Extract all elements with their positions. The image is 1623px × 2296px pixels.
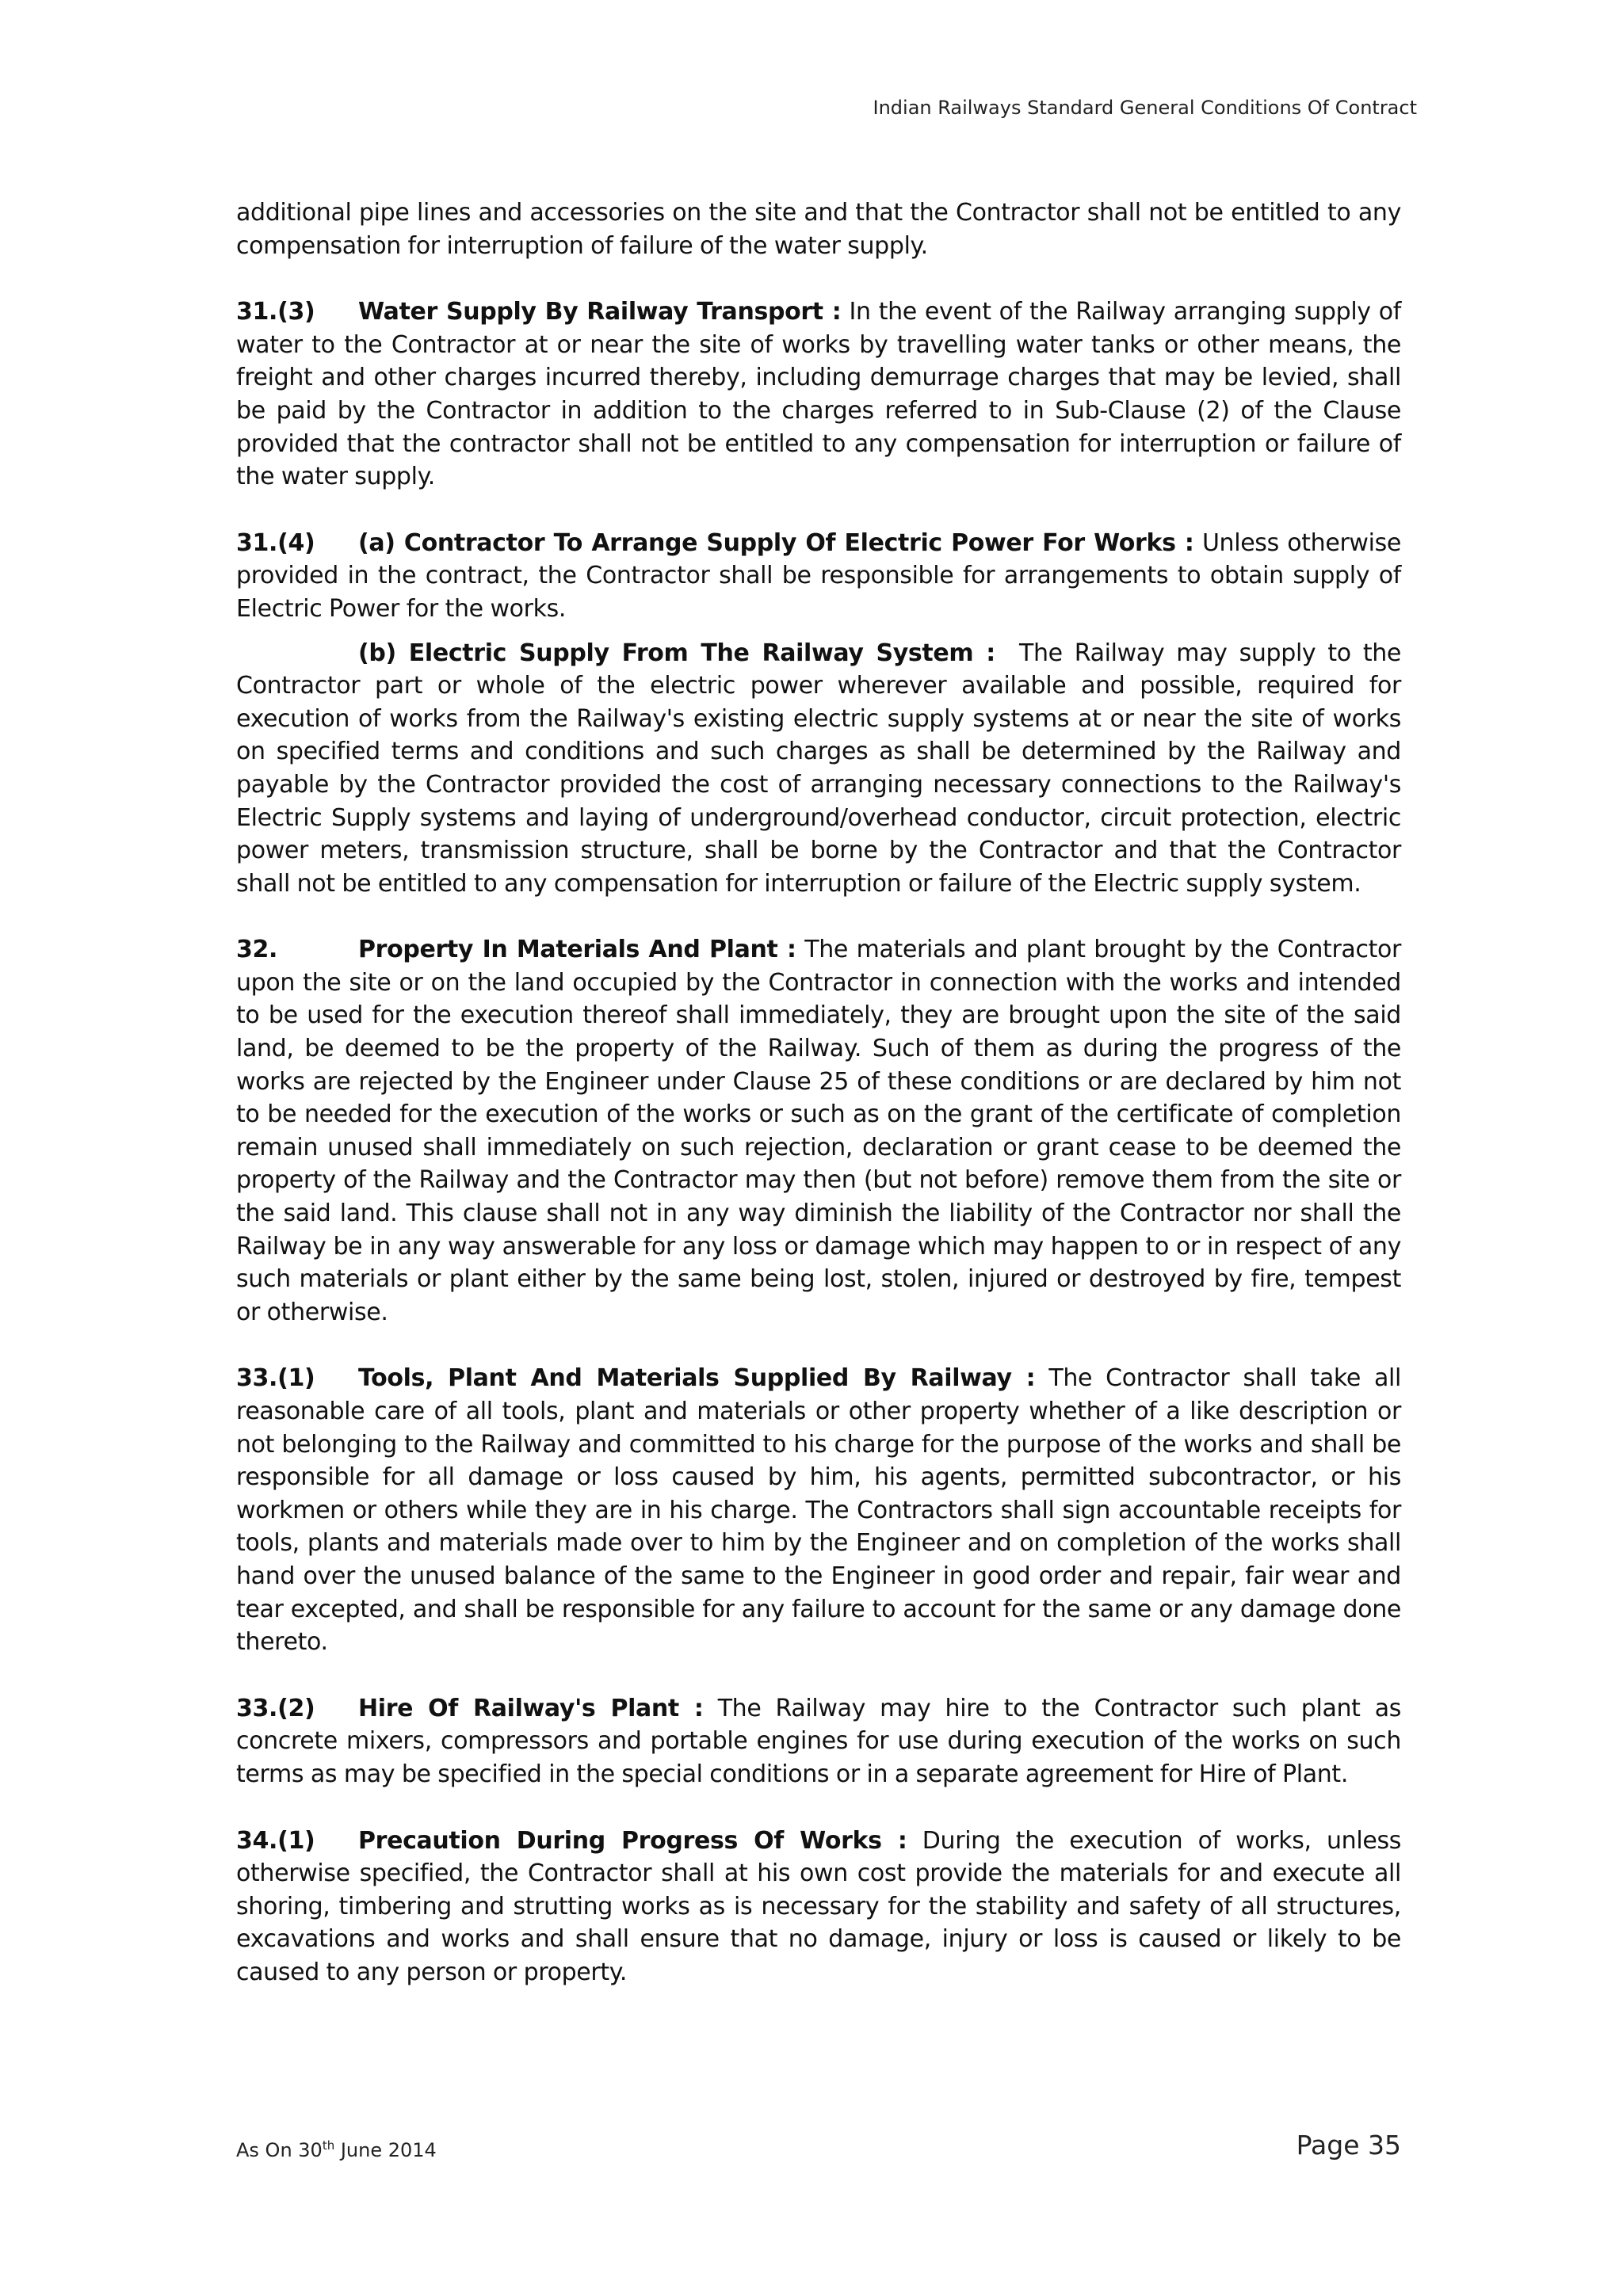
clause-text: Unless otherwise provided in the contract, the Contractor shall be responsible for arrangements to obtain supply of Electric Power for the works.: [236, 528, 1401, 623]
clause-31-4-b: [236, 637, 1401, 901]
clause-33-2: [236, 1692, 1401, 1791]
footer-date-prefix: As On 30: [236, 2139, 323, 2161]
clause-text: During the execution of works, unless otherwise specified, the Contractor shall at his own cost provide the materials for and execute all shoring, timbering and strutting works as is necessary for the stability and safety of all structures, excavations and works and shall ensure that no damage, injury or loss is caused or likely to be caused to any person or property.: [236, 1826, 1401, 1986]
clause-number: 34.(1): [236, 1826, 315, 1855]
clause-title: Tools, Plant And Materials Supplied By Railway :: [358, 1364, 1036, 1393]
clause-text: The Contractor shall take all reasonable care of all tools, plant and materials or other property whether of a like description or not belonging to the Railway and committed to his charge for the purpose of the works and shall be responsible for all damage or loss caused by him, his agents, permitted subcontractor, or his workmen or others while they are in his charge. The Contractors shall sign accountable receipts for tools, plants and materials made over to him by the Engineer and on completion of the works shall hand over the unused balance of the same to the Engineer in good order and repair, fair wear and tear excepted, and shall be responsible for any failure to account for the same or any damage done thereto.: [236, 1364, 1401, 1657]
clause-text: The materials and plant brought by the Contractor upon the site or on the land occupied by the Contractor in connection with the works and intended to be used for the execution thereof shall immediately, they are brought upon the site of the said land, be deemed to be the property of the Railway. Such of them as during the progress of the works are rejected by the Engineer under Clause 25 of these conditions or are declared by him not to be needed for the execution of the works or such as on the grant of the certificate of completion remain unused shall immediately on such rejection, declaration or grant cease to be deemed the property of the Railway and the Contractor may then (but not before) remove them from the site or the said land. This clause shall not in any way diminish the liability of the Contractor nor shall the Railway be in any way answerable for any loss or damage which may happen to or in respect of any such materials or plant either by the same being lost, stolen, injured or destroyed by fire, tempest or otherwise.: [236, 936, 1402, 1326]
clause-34-1: [236, 1825, 1401, 1989]
clause-title: Hire Of Railway's Plant :: [358, 1694, 704, 1722]
clause-title: Property In Materials And Plant :: [358, 936, 796, 964]
running-header: Indian Railways Standard General Conditions Of Contract: [873, 97, 1417, 119]
clause-number: 31.(4): [236, 528, 315, 557]
clause-33-1: [236, 1362, 1401, 1658]
footer-date-superscript: th: [322, 2138, 335, 2153]
clause-text: The Railway may supply to the Contractor part or whole of the electric power wherever available and possible, required for execution of works from the Railway's existing electric supply systems at or near the site of works on specified terms and conditions and such charges as shall be determined by the Railway and payable by the Contractor provided the cost of arranging necessary connections to the Railway's Electric Supply systems and laying of underground/overhead conductor, circuit protection, electric power meters, transmission structure, shall be borne by the Contractor and that the Contractor shall not be entitled to any compensation for interruption or failure of the Electric supply system.: [236, 639, 1402, 898]
clause-32: [236, 933, 1401, 1329]
clause-title: Water Supply By Railway Transport :: [358, 298, 842, 326]
paragraph-text: additional pipe lines and accessories on the site and that the Contractor shall not be entitled to any compensation for interruption of failure of the water supply.: [236, 199, 1401, 260]
document-body: [236, 196, 1401, 2023]
footer-date: [236, 2139, 437, 2161]
clause-title: Precaution During Progress Of Works :: [358, 1826, 907, 1855]
clause-31-4-a: [236, 527, 1401, 626]
clause-number: 31.(3): [236, 298, 315, 326]
clause-number: 32.: [236, 936, 278, 964]
clause-text: In the event of the Railway arranging supply of water to the Contractor at or near the site of works by travelling water tanks or other means, the freight and other charges incurred thereby, including demurrage charges that may be levied, shall be paid by the Contractor in addition to the charges referred to in Sub-Clause (2) of the Clause provided that the contractor shall not be entitled to any compensation for interruption or failure of the water supply.: [236, 298, 1401, 491]
paragraph-continuation: [236, 196, 1401, 262]
page-number: Page 35: [1296, 2130, 1401, 2161]
clause-title: (a) Contractor To Arrange Supply Of Electric Power For Works :: [358, 528, 1194, 557]
footer-date-suffix: June 2014: [334, 2139, 437, 2161]
clause-title: (b) Electric Supply From The Railway System :: [358, 639, 995, 667]
clause-number: 33.(1): [236, 1364, 315, 1393]
clause-number: 33.(2): [236, 1694, 315, 1722]
clause-text: The Railway may hire to the Contractor such plant as concrete mixers, compressors and portable engines for use during execution of the works on such terms as may be specified in the special conditions or in a separate agreement for Hire of Plant.: [236, 1694, 1402, 1788]
clause-31-3: [236, 296, 1401, 494]
